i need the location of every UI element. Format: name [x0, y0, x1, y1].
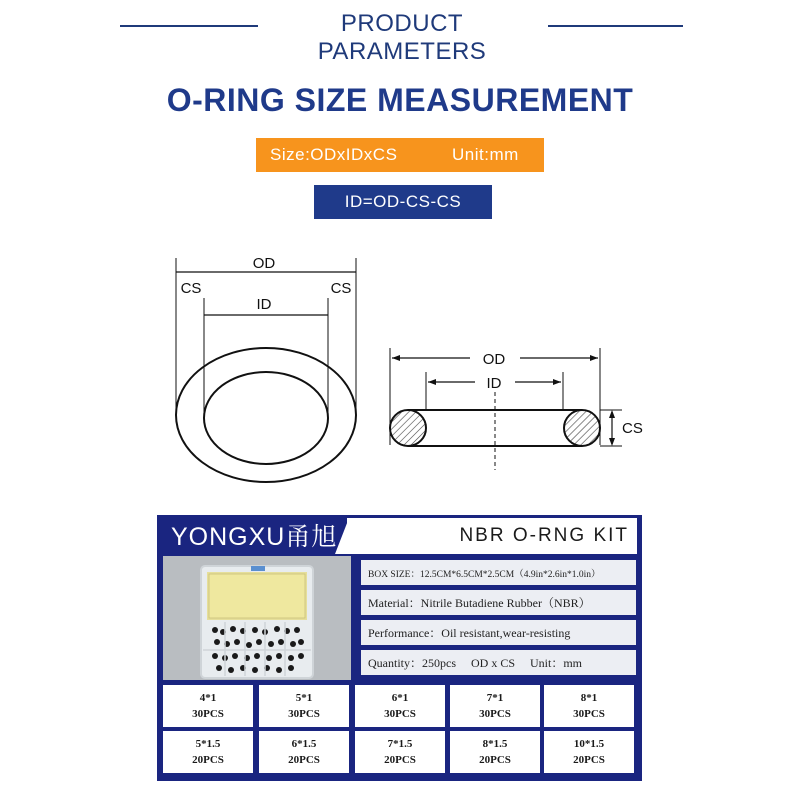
page-title: O-RING SIZE MEASUREMENT — [166, 82, 634, 118]
size-value: 6*1 — [391, 692, 409, 704]
size-count: 30PCS — [479, 708, 511, 720]
quantity-row: Quantity：250pcs OD x CS Unit：mm — [361, 650, 636, 675]
size-count: 30PCS — [288, 708, 320, 720]
size-value: 8*1.5 — [482, 738, 508, 750]
size-cell — [163, 731, 253, 773]
ring-cross-section — [390, 348, 622, 470]
size-format-label: Size:ODxIDxCS — [270, 145, 398, 164]
size-value: 7*1 — [486, 692, 504, 704]
header-line-left — [120, 25, 258, 27]
header-line-right — [548, 25, 683, 27]
kit-box-illustration — [163, 556, 351, 680]
size-value: 10*1.5 — [573, 738, 605, 750]
id-formula-box — [314, 185, 492, 219]
size-cell — [544, 685, 634, 727]
size-count: 30PCS — [384, 708, 416, 720]
kit-title: NBR O-RNG KIT — [347, 518, 637, 554]
cs-label-side: CS — [622, 420, 643, 437]
performance-row: Performance：Oil resistant,wear-resisting — [361, 620, 636, 645]
size-count: 20PCS — [192, 754, 224, 766]
size-value: 5*1.5 — [195, 738, 221, 750]
brand-name: YONGXU甬旭 — [157, 515, 347, 555]
size-value: 8*1 — [580, 692, 598, 704]
size-count: 20PCS — [384, 754, 416, 766]
size-count: 20PCS — [288, 754, 320, 766]
size-cell — [259, 685, 349, 727]
unit-label: Unit:mm — [452, 145, 519, 164]
size-cell — [163, 685, 253, 727]
size-cell — [355, 685, 445, 727]
size-value: 7*1.5 — [387, 738, 413, 750]
material-row: Material：Nitrile Butadiene Rubber（NBR） — [361, 590, 636, 615]
size-count: 30PCS — [192, 708, 224, 720]
size-cell — [450, 731, 540, 773]
size-format-box — [256, 138, 544, 172]
od-label-top: OD — [252, 255, 276, 272]
size-value: 4*1 — [199, 692, 217, 704]
size-cell — [355, 731, 445, 773]
cs-label-right: CS — [330, 280, 352, 297]
cs-label-left: CS — [180, 280, 202, 297]
od-label-side: OD — [482, 351, 506, 368]
size-value: 5*1 — [295, 692, 313, 704]
size-cell — [450, 685, 540, 727]
id-label-top: ID — [256, 296, 272, 313]
box-size-row: BOX SIZE：12.5CM*6.5CM*2.5CM（4.9in*2.6in*1.0in） — [361, 560, 636, 585]
id-label-side: ID — [486, 375, 502, 392]
kit-box-photo — [163, 556, 351, 680]
header-title: PRODUCT PARAMETERS — [317, 10, 487, 65]
ring-top-view — [176, 258, 356, 482]
id-formula-label: ID=OD-CS-CS — [344, 192, 462, 211]
size-cell — [259, 731, 349, 773]
size-count: 20PCS — [479, 754, 511, 766]
size-value: 6*1.5 — [291, 738, 317, 750]
size-grid — [163, 685, 636, 775]
size-count: 30PCS — [573, 708, 605, 720]
size-cell — [544, 731, 634, 773]
size-count: 20PCS — [573, 754, 605, 766]
oring-diagram — [0, 235, 800, 485]
